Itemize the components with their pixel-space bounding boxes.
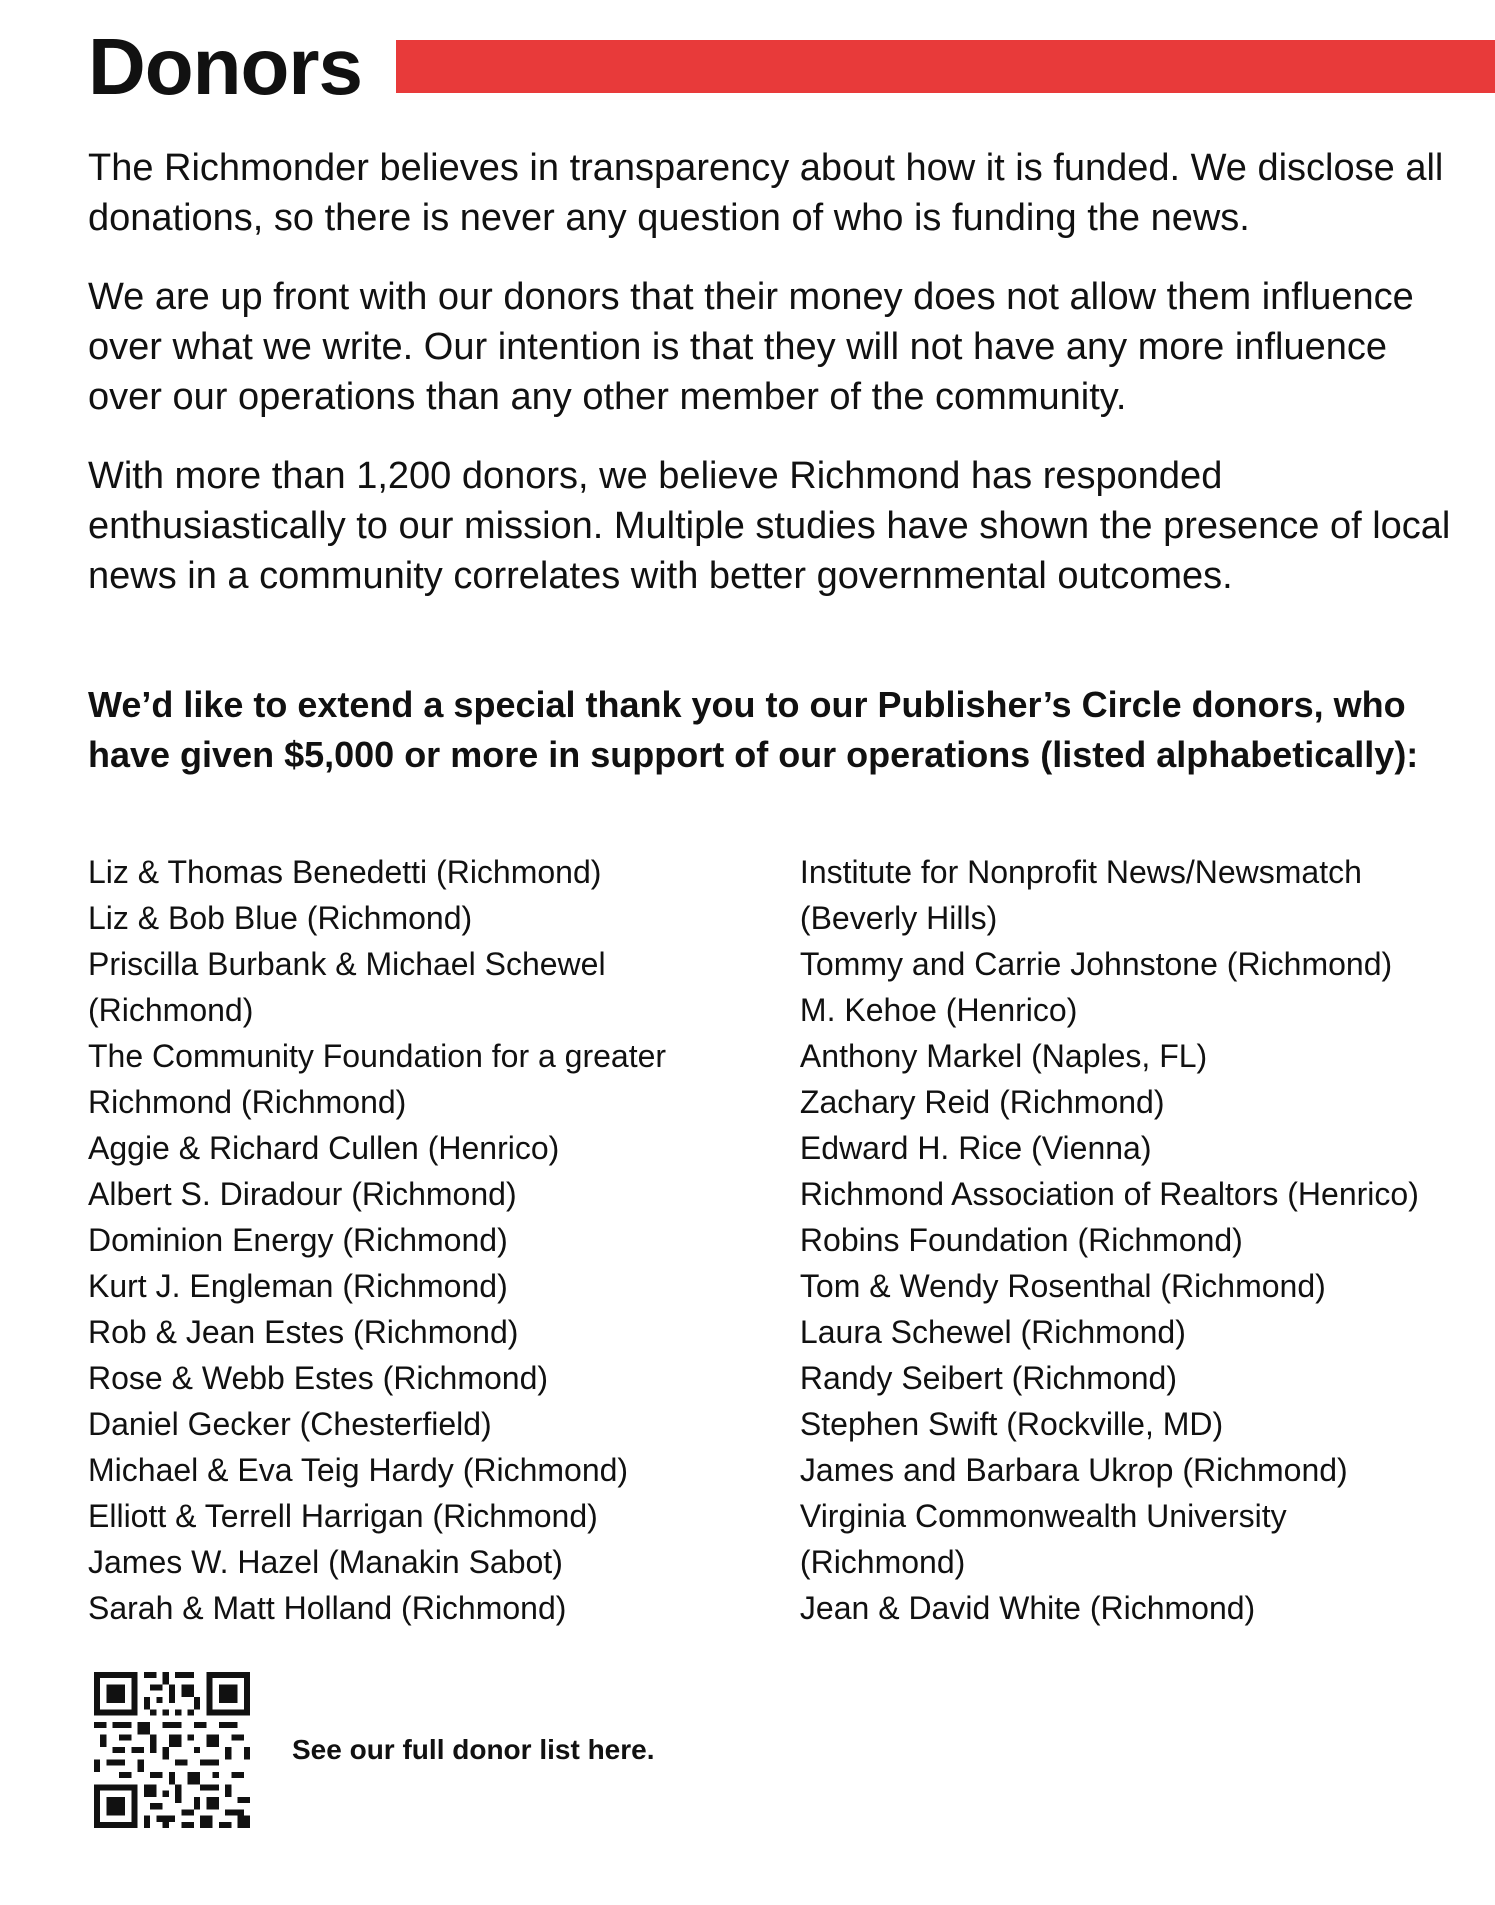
list-item: Virginia Commonwealth University (Richmond) — [799, 1498, 1287, 1580]
list-item: The Community Foundation for a greater Richmond (Richmond) — [88, 1038, 667, 1120]
list-item: Institute for Nonprofit News/Newsmatch (Beverly Hills) — [799, 854, 1362, 936]
page-title: Donors — [88, 22, 362, 111]
list-item: Tommy and Carrie Johnstone (Richmond) — [799, 946, 1393, 982]
list-item: Priscilla Burbank & Michael Schewel (Richmond) — [88, 946, 606, 1028]
intro-paragraph: The Richmonder believes in transparency about how it is funded. We disclose all donations, so there is never any question of who is funding the news. — [88, 147, 1444, 239]
list-item: Daniel Gecker (Chesterfield) — [88, 1406, 492, 1442]
list-item: M. Kehoe (Henrico) — [799, 992, 1078, 1028]
intro-paragraph: We are up front with our donors that their money does not allow them influence over what we write. Our intention is that they will not have any more influence over our operations than any other member of the community. — [88, 276, 1414, 418]
list-item: James and Barbara Ukrop (Richmond) — [799, 1452, 1348, 1488]
list-item: Edward H. Rice (Vienna) — [799, 1130, 1152, 1166]
donor-column-left — [88, 849, 800, 1631]
list-item: Randy Seibert (Richmond) — [799, 1360, 1177, 1396]
list-item: Zachary Reid (Richmond) — [799, 1084, 1165, 1120]
list-item: Dominion Energy (Richmond) — [88, 1222, 508, 1258]
list-item: Rose & Webb Estes (Richmond) — [88, 1360, 549, 1396]
list-item: Laura Schewel (Richmond) — [799, 1314, 1186, 1350]
publishers-circle-heading: We’d like to extend a special thank you to our Publisher’s Circle donors, who have given $5,000 or more in support of our operations (listed alphabetically): — [88, 684, 1419, 775]
list-item: Sarah & Matt Holland (Richmond) — [88, 1590, 567, 1626]
list-item: Liz & Thomas Benedetti (Richmond) — [88, 854, 602, 890]
donor-list — [88, 849, 1458, 1631]
list-item: Kurt J. Engleman (Richmond) — [88, 1268, 508, 1304]
list-item: Tom & Wendy Rosenthal (Richmond) — [799, 1268, 1326, 1304]
donors-page — [88, 0, 1495, 1765]
qr-code-icon[interactable] — [94, 1672, 250, 1828]
list-item: Robins Foundation (Richmond) — [799, 1222, 1243, 1258]
list-item: Anthony Markel (Naples, FL) — [799, 1038, 1208, 1074]
donor-column-right — [800, 849, 1458, 1631]
intro-paragraph: With more than 1,200 donors, we believe Richmond has responded enthusiastically to our mission. Multiple studies have shown the presence of local news in a community correlates with better governmental outcomes. — [88, 455, 1451, 597]
list-item: Stephen Swift (Rockville, MD) — [799, 1406, 1224, 1442]
list-item: Rob & Jean Estes (Richmond) — [88, 1314, 519, 1350]
list-item: Michael & Eva Teig Hardy (Richmond) — [88, 1452, 629, 1488]
footer — [88, 1672, 888, 1842]
list-item: Elliott & Terrell Harrigan (Richmond) — [88, 1498, 598, 1534]
list-item: Liz & Bob Blue (Richmond) — [88, 900, 473, 936]
intro — [88, 143, 1468, 630]
list-item: Albert S. Diradour (Richmond) — [88, 1176, 517, 1212]
list-item: Richmond Association of Realtors (Henrico) — [799, 1176, 1419, 1212]
full-donor-list-link[interactable]: See our full donor list here. — [292, 1734, 655, 1765]
list-item: Aggie & Richard Cullen (Henrico) — [88, 1130, 560, 1166]
list-item: James W. Hazel (Manakin Sabot) — [88, 1544, 563, 1580]
title-accent-bar — [396, 40, 1495, 93]
header — [88, 0, 1495, 120]
list-item: Jean & David White (Richmond) — [799, 1590, 1256, 1626]
